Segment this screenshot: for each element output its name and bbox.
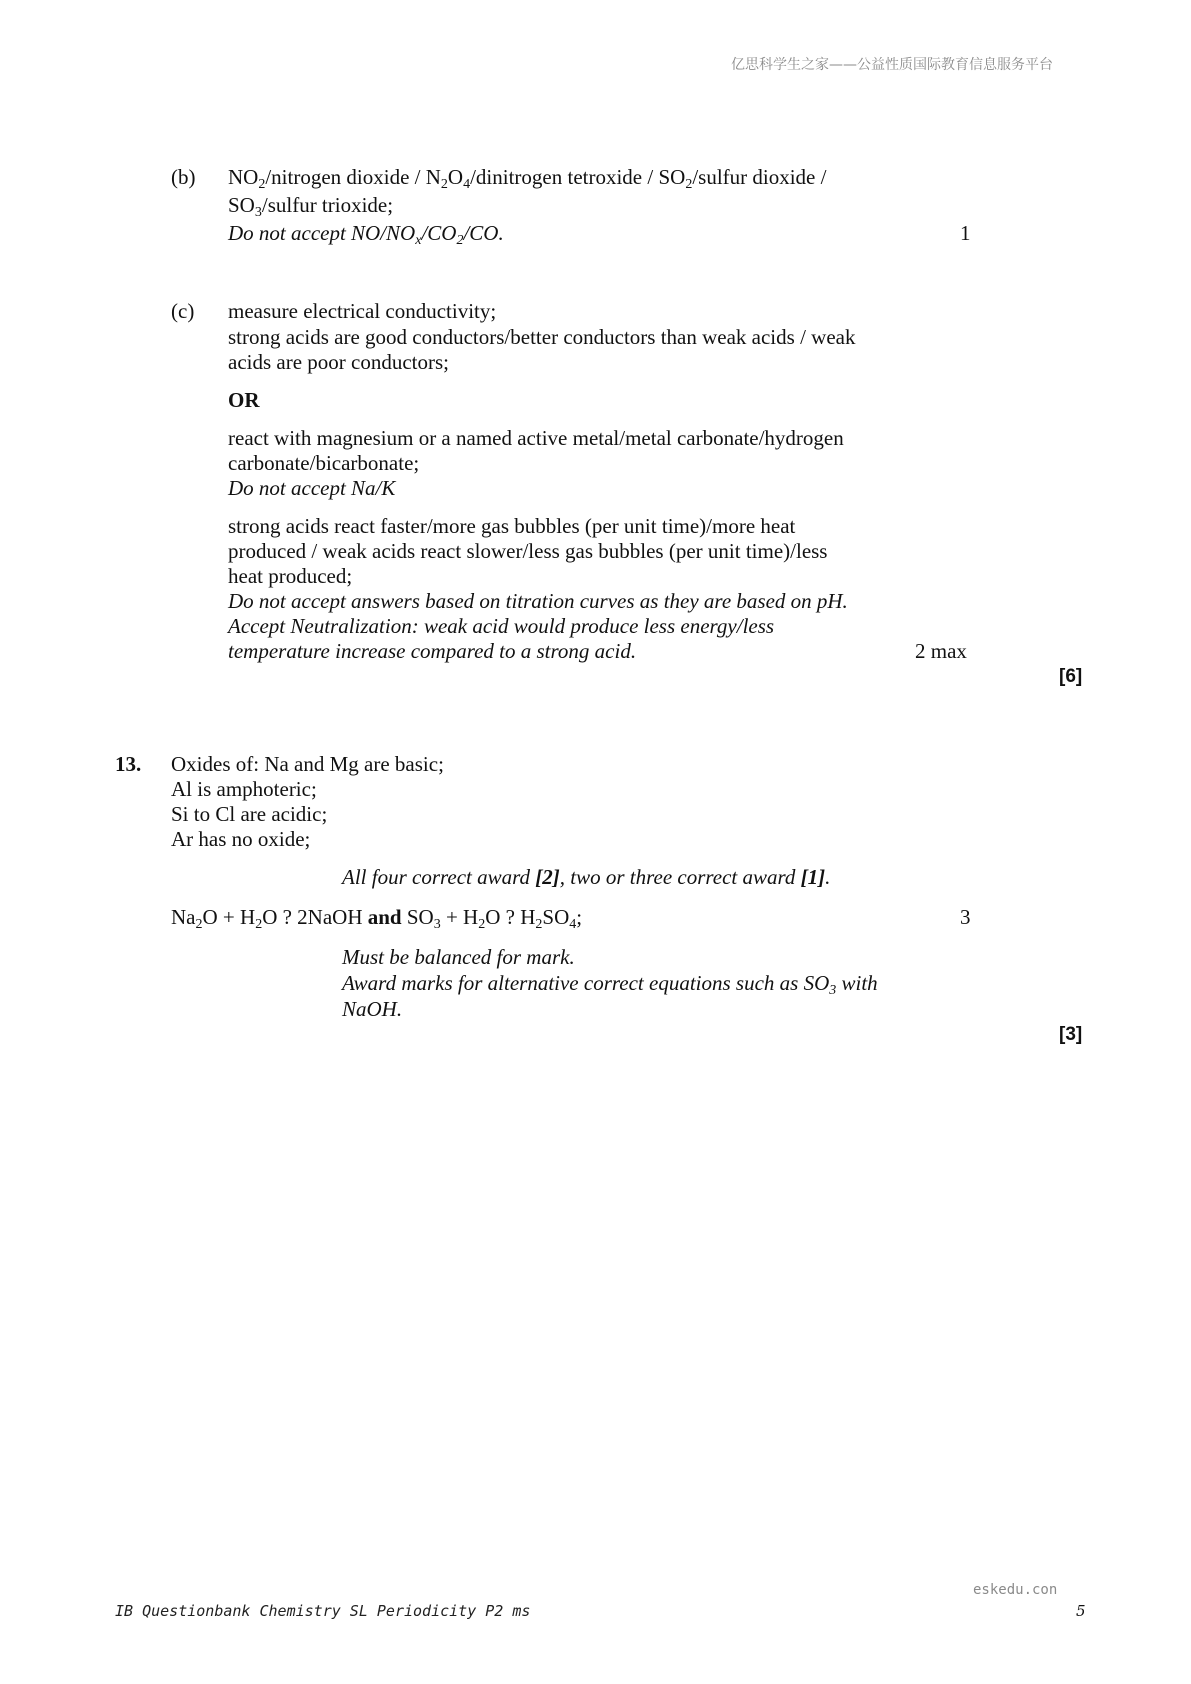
q13-note: Must be balanced for mark. (342, 945, 575, 969)
q13-line: Si to Cl are acidic; (171, 802, 328, 826)
part-c-note: Accept Neutralization: weak acid would produce less energy/less (228, 614, 775, 638)
part-b-answer-line-2: $SO_3$/sulfur trioxide; (228, 193, 394, 220)
part-c-mark: 2 max (915, 639, 967, 663)
part-c-label: (c) (171, 299, 195, 323)
site-header: 亿思科学生之家——公益性质国际教育信息服务平台 (731, 57, 1053, 73)
part-c-line: heat produced; (228, 564, 353, 588)
part-c-line: produced / weak acids react slower/less gas bubbles (per unit time)/less (228, 539, 828, 563)
part-b-note: Do not accept $NO/NO_x/CO_2/CO$. (228, 221, 504, 248)
q13-award-note: All four correct award [2], two or three correct award [1]. (342, 865, 831, 889)
question-12-total: [6] (1059, 666, 1083, 687)
q13-line: Oxides of: Na and Mg are basic; (171, 752, 444, 776)
q13-mark: 3 (960, 905, 971, 929)
part-b-label: (b) (171, 165, 196, 189)
footer-site: eskedu.con (973, 1582, 1058, 1598)
page-number: 5 (1076, 1602, 1086, 1620)
part-c-line: react with magnesium or a named active metal/metal carbonate/hydrogen (228, 426, 844, 450)
footer-title: IB Questionbank Chemistry SL Periodicity P2 ms (115, 1602, 531, 1620)
q13-note: Award marks for alternative correct equations such as $SO_3$ with (342, 971, 878, 998)
part-c-line: measure electrical conductivity; (228, 299, 497, 323)
part-c-line: carbonate/bicarbonate; (228, 451, 420, 475)
part-b-mark: 1 (960, 221, 971, 245)
q13-line: Al is amphoteric; (171, 777, 317, 801)
part-c-note: Do not accept Na/K (228, 476, 396, 500)
part-c-line: acids are poor conductors; (228, 350, 450, 374)
part-c-or: OR (228, 388, 260, 412)
q13-note: NaOH. (342, 997, 403, 1021)
part-c-note: temperature increase compared to a strong acid. (228, 639, 637, 663)
part-c-note: Do not accept answers based on titration curves as they are based on pH. (228, 589, 848, 613)
part-c-line: strong acids are good conductors/better conductors than weak acids / weak (228, 325, 856, 349)
part-c-line: strong acids react faster/more gas bubbles (per unit time)/more heat (228, 514, 796, 538)
question-13-number: 13. (115, 752, 142, 776)
part-b-answer-line-1: $NO_2$/nitrogen dioxide / $N_2O_4$/dinitrogen tetroxide / $SO_2$/sulfur dioxide / (228, 165, 827, 192)
q13-equation: $Na_2O + H_2O$ ? 2NaOH and $SO_3 + H_2O$ ? $H_2SO_4$; (171, 905, 583, 932)
q13-line: Ar has no oxide; (171, 827, 311, 851)
question-13-total: [3] (1059, 1024, 1083, 1045)
